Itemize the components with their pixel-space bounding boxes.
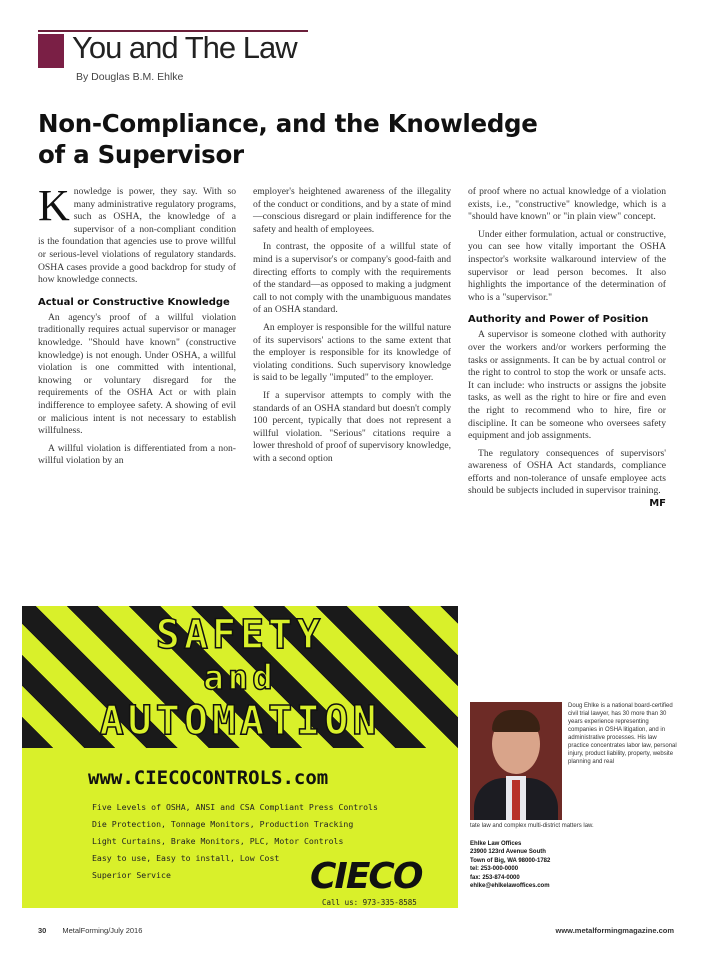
column-1 (38, 181, 236, 473)
contact-address: 23900 123rd Avenue South (470, 849, 546, 856)
paragraph: An employer is responsible for the willful nature of its supervisors' actions to the same extent that the employer is responsible for its knowledge of violating conditions. Such supervisory knowledge is said to be legally "imputed" to the employer. (253, 321, 451, 384)
column-3 (468, 186, 666, 511)
paragraph: In contrast, the opposite of a willful state of mind is a supervisor's or company's good-faith and directing efforts to comply with the requirements of the standard—as opposed to making a judgment call to not comply with the unambiguous mandates of an OSHA standard. (253, 241, 451, 316)
paragraph: Under either formulation, actual or constructive, you can see how vitally important the OSHA inspector's worksite walkaround interview of the supervisor or lead person becomes. It also highlights the importance of the determination of who is a "supervisor." (468, 228, 666, 303)
ad-line: Die Protection, Tonnage Monitors, Production Tracking (92, 819, 354, 829)
paragraph: If a supervisor attempts to comply with the standards of an OSHA standard but doesn't comply 100 percent, typically that does not represent a willful violation. "Serious" citations require a lower threshold of proof of supervisory knowledge, with a second option (253, 389, 451, 464)
paragraph: An agency's proof of a willful violation traditionally requires actual supervisor or manager knowledge. "Should have known" (constructive knowledge) is not enough. Under OSHA, a willful violation is one committed with intentional, knowing or voluntary disregard for the requirements of the OSHA Act or with plain indifference to employee safety. A showing of evil or malicious intent is not necessary to establish willfulness. (38, 311, 236, 437)
ad-url-link[interactable]: www.CIECOCONTROLS.com (88, 767, 329, 789)
author-bio-cont: tate law and complex multi-district matters law. (470, 823, 594, 829)
paragraph: A supervisor is someone clothed with authority over the workers and/or workers performing the tasks or assignments. It can be by actual control or the right to control to stop the work or unsafe acts. It can include: who instructs or assigns the jobsite tasks, as well as the right to hire or fire and even the right to recommend who to hire, fire or discipline. It can be someone who oversees safety equipment and job assignments. (468, 329, 666, 442)
page-number: 30 (38, 926, 47, 935)
intro-text: nowledge is power, they say. With so many administrative regulatory programs, such as OSHA, the knowledge of a supervisor of a non-compliant condition is the foundation that agencies use to prove willful or serious-level violations of regulatory standards. OSHA cases provide a good backdrop for study of how knowledge connects. (38, 186, 236, 286)
paragraph: employer's heightened awareness of the illegality of the conduct or conditions, and by a state of mind—conscious disregard or plain indifference for the safety and health of employees. (253, 186, 451, 235)
intro-paragraph (38, 181, 236, 287)
section-title: You and The Law (72, 30, 297, 65)
subhead-authority: Authority and Power of Position (468, 314, 649, 326)
contact-email-link[interactable]: ehlke@ehlkelawoffices.com (470, 883, 550, 890)
issue-label: MetalForming/July 2016 (62, 926, 143, 935)
byline: By Douglas B.M. Ehlke (76, 71, 184, 83)
ad-headline-3: AUTOMATION (99, 698, 381, 744)
contact-city: Town of Big, WA 98000-1782 (470, 857, 551, 864)
section-marker (38, 34, 64, 68)
footer-site-link[interactable]: www.metalformingmagazine.com (555, 926, 674, 935)
advertisement[interactable] (22, 606, 458, 908)
ad-headline-2: and (203, 658, 277, 698)
ad-line: Superior Service (92, 870, 171, 880)
contact-firm: Ehlke Law Offices (470, 841, 522, 847)
ad-headline-1: SAFETY (155, 612, 325, 658)
author-photo (470, 702, 562, 820)
footer-left (38, 926, 142, 935)
headline: Non-Compliance, and the Knowledge of a Supervisor (38, 109, 538, 169)
ad-phone: Call us: 973-335-8585 (322, 898, 417, 907)
dropcap: K (38, 181, 70, 230)
author-photo-hair (492, 710, 540, 732)
author-contact (470, 840, 680, 890)
cieco-logo: CIECO (310, 856, 422, 897)
ad-line: Light Curtains, Brake Monitors, PLC, Motor Controls (92, 836, 344, 846)
paragraph (468, 447, 666, 510)
ad-line: Five Levels of OSHA, ANSI and CSA Compliant Press Controls (92, 802, 378, 812)
end-mark: MF (649, 498, 666, 510)
ad-line: Easy to use, Easy to install, Low Cost (92, 853, 280, 863)
contact-fax: fax: 253-874-0000 (470, 874, 520, 881)
column-2 (253, 186, 451, 470)
contact-tel: tel: 253-000-0000 (470, 866, 519, 873)
author-photo-tie (512, 780, 520, 820)
subhead-actual-knowledge: Actual or Constructive Knowledge (38, 296, 230, 308)
paragraph: of proof where no actual knowledge of a violation exists, i.e., "constructive" knowledge, which is a "should have known" or "in plain view" concept. (468, 186, 666, 223)
author-bio: Doug Ehlke is a national board-certified civil trial lawyer, has 30 more than 30 years experience representing companies in OSHA litigation, and in administrative processes. His law practice concentrates labor law, personal injury, product liability, property, website planning and real (568, 703, 677, 765)
paragraph: A willful violation is differentiated from a non-willful violation by an (38, 442, 236, 467)
closing-text: The regulatory consequences of supervisors' awareness of OSHA Act standards, compliance efforts and non-tolerance of unsafe employee acts should be subjects included in supervisor training. (468, 447, 666, 497)
